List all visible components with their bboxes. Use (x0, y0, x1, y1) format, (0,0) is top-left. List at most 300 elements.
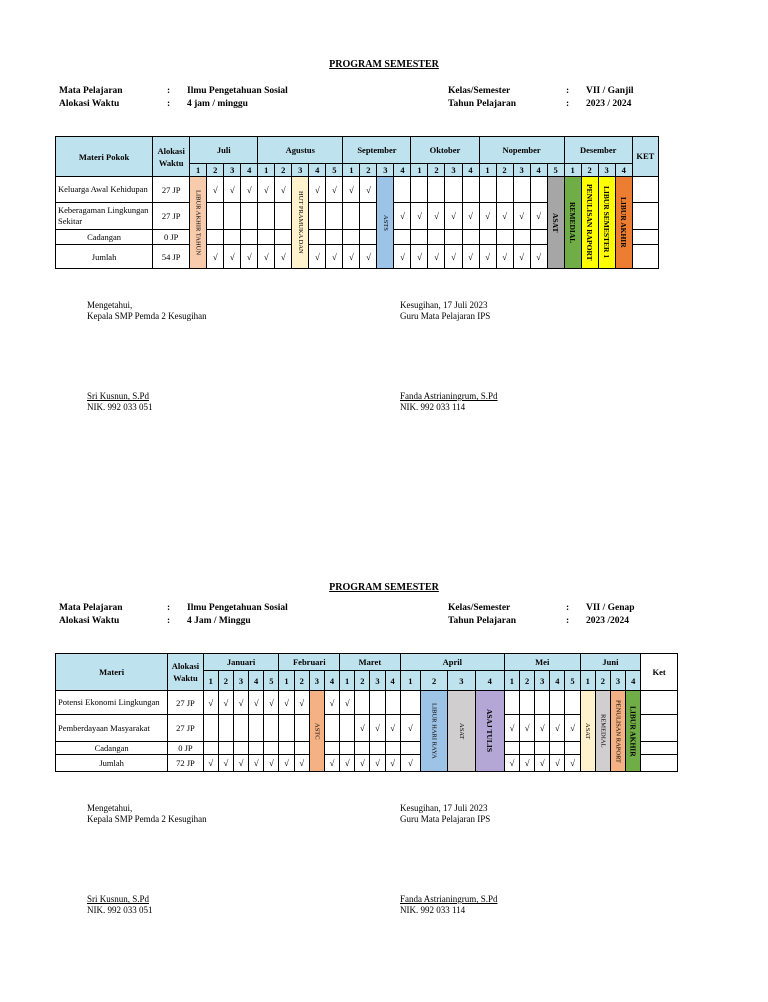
check-mark: √ (411, 245, 428, 269)
week-number: 4 (241, 164, 258, 177)
tahun-value: 2023 / 2024 (586, 99, 632, 109)
guru-nik: NIK. 992 033 114 (400, 905, 466, 915)
empty-cell (326, 203, 343, 230)
check-mark: √ (370, 755, 385, 772)
event-astc (309, 691, 324, 772)
event-asat (448, 691, 475, 772)
week-number: 3 (292, 164, 309, 177)
empty-cell (324, 742, 339, 755)
empty-cell (340, 715, 355, 742)
check-mark: √ (324, 691, 339, 715)
empty-cell (324, 715, 339, 742)
doc2-sign-right (400, 803, 490, 825)
event-label: REMEDIAL (568, 201, 578, 244)
doc1-sign-right-name (400, 391, 498, 413)
check-mark: √ (479, 245, 496, 269)
colon: : (167, 99, 171, 109)
check-mark: √ (203, 691, 218, 715)
empty-cell (479, 230, 496, 245)
event-label: PENULISAN RAPORT (585, 184, 595, 261)
event-asat (580, 691, 595, 772)
kepala-sekolah-nik: NIK. 992 033 051 (87, 905, 153, 915)
empty-cell (520, 742, 535, 755)
check-mark: √ (385, 715, 400, 742)
empty-cell (309, 230, 326, 245)
check-mark: √ (400, 755, 420, 772)
check-mark: √ (496, 203, 513, 230)
check-mark: √ (504, 715, 519, 742)
check-mark: √ (309, 245, 326, 269)
week-number: 5 (547, 164, 564, 177)
materi-cell: Pemberdayaan Masyarakat (56, 715, 168, 742)
week-number: 3 (535, 671, 550, 691)
week-number: 2 (595, 671, 610, 691)
doc1-sign-right (400, 300, 490, 322)
week-number: 1 (411, 164, 428, 177)
empty-cell (513, 177, 530, 203)
empty-cell (479, 177, 496, 203)
empty-cell (535, 691, 550, 715)
check-mark: √ (241, 177, 258, 203)
event-label: HUT PRAMUKA DAN (296, 191, 304, 254)
check-mark: √ (249, 691, 264, 715)
event-remedial (564, 177, 581, 269)
event-label: LIBUR AKHIR (619, 197, 629, 248)
event-label: LIBUR AKHIR TAHUN (194, 189, 202, 256)
empty-cell (258, 230, 275, 245)
empty-cell (264, 742, 279, 755)
header-materi: Materi Pokok (56, 137, 153, 177)
mapel-value: Ilmu Pengetahuan Sosial (187, 86, 288, 96)
check-mark: √ (504, 755, 519, 772)
check-mark: √ (370, 715, 385, 742)
check-mark: √ (275, 245, 292, 269)
alokasi-value: 4 jam / minggu (187, 99, 248, 109)
event-hut (292, 177, 309, 269)
check-mark: √ (258, 177, 275, 203)
check-mark: √ (224, 177, 241, 203)
mengetahui-text: Mengetahui, (87, 300, 133, 310)
empty-cell (294, 715, 309, 742)
check-mark: √ (400, 715, 420, 742)
check-mark: √ (203, 755, 218, 772)
check-mark: √ (207, 245, 224, 269)
event-remedial (595, 691, 610, 772)
empty-cell (445, 230, 462, 245)
colon: : (167, 616, 171, 626)
jp-cell: 0 JP (168, 742, 203, 755)
empty-cell (496, 230, 513, 245)
week-number: 3 (370, 671, 385, 691)
check-mark: √ (513, 203, 530, 230)
check-mark: √ (340, 691, 355, 715)
month-header: Agustus (258, 137, 343, 164)
week-number: 2 (207, 164, 224, 177)
event-label: LIBUR AKHIR (628, 705, 638, 757)
check-mark: √ (445, 203, 462, 230)
empty-cell (411, 230, 428, 245)
month-header: April (400, 654, 504, 671)
event-label: REMEDIAL (599, 714, 607, 748)
empty-cell (360, 230, 377, 245)
event-label: LIBUR HARI RAYA (430, 703, 438, 759)
mengetahui-text: Mengetahui, (87, 803, 133, 813)
empty-cell (632, 245, 658, 269)
empty-cell (203, 715, 218, 742)
check-mark: √ (394, 203, 411, 230)
check-mark: √ (355, 755, 370, 772)
week-number: 3 (224, 164, 241, 177)
check-mark: √ (462, 245, 479, 269)
guru-name: Fanda Astrianingrum, S.Pd (400, 894, 498, 904)
empty-cell (504, 742, 519, 755)
check-mark: √ (530, 203, 547, 230)
check-mark: √ (550, 715, 565, 742)
header-alokasi: Alokasi Waktu (153, 137, 190, 177)
event-libur-semester (598, 177, 615, 269)
jp-cell: 27 JP (168, 715, 203, 742)
mapel-value: Ilmu Pengetahuan Sosial (187, 603, 288, 613)
doc1-title: PROGRAM SEMESTER (329, 59, 439, 70)
empty-cell (233, 715, 248, 742)
empty-cell (513, 230, 530, 245)
check-mark: √ (224, 245, 241, 269)
check-mark: √ (530, 245, 547, 269)
month-header: Desember (564, 137, 632, 164)
kelas-value: VII / Ganjil (586, 86, 634, 96)
week-number: 4 (626, 671, 641, 691)
empty-cell (385, 691, 400, 715)
month-header: Oktober (411, 137, 479, 164)
empty-cell (411, 177, 428, 203)
event-asts (377, 177, 394, 269)
check-mark: √ (445, 245, 462, 269)
empty-cell (218, 742, 233, 755)
mapel-label: Mata Pelajaran (59, 86, 123, 96)
jp-cell: 0 JP (153, 230, 190, 245)
guru-title: Guru Mata Pelajaran IPS (400, 814, 491, 824)
empty-cell (279, 742, 294, 755)
check-mark: √ (326, 245, 343, 269)
empty-cell (241, 230, 258, 245)
week-number: 4 (550, 671, 565, 691)
empty-cell (360, 203, 377, 230)
materi-cell: Potensi Ekonomi Lingkungan (56, 691, 168, 715)
check-mark: √ (294, 691, 309, 715)
empty-cell (279, 715, 294, 742)
month-header: Januari (203, 654, 279, 671)
tahun-value: 2023 /2024 (586, 616, 630, 626)
week-number: 3 (309, 671, 324, 691)
event-label: ASTS (381, 214, 389, 231)
alokasi-label: Alokasi Waktu (59, 616, 120, 626)
mapel-label: Mata Pelajaran (59, 603, 123, 613)
empty-cell (565, 691, 580, 715)
empty-cell (504, 691, 519, 715)
empty-cell (400, 742, 420, 755)
check-mark: √ (309, 177, 326, 203)
check-mark: √ (340, 755, 355, 772)
check-mark: √ (218, 755, 233, 772)
materi-cell: Keluarga Awal Kehidupan (56, 177, 153, 203)
week-number: 1 (343, 164, 360, 177)
jp-cell: 54 JP (153, 245, 190, 269)
colon: : (566, 86, 570, 96)
event-libur-akhir (626, 691, 641, 772)
check-mark: √ (428, 245, 445, 269)
header-materi: Materi (56, 654, 168, 691)
check-mark: √ (258, 245, 275, 269)
empty-cell (550, 742, 565, 755)
month-header: Februari (279, 654, 340, 671)
colon: : (167, 86, 171, 96)
event-libur-akhir (615, 177, 632, 269)
check-mark: √ (355, 715, 370, 742)
header-alokasi: Alokasi Waktu (168, 654, 203, 691)
guru-title: Guru Mata Pelajaran IPS (400, 311, 491, 321)
event-label: ASAJ TULIS (485, 709, 495, 753)
jp-cell: 27 JP (153, 177, 190, 203)
week-number: 2 (581, 164, 598, 177)
week-number: 1 (479, 164, 496, 177)
kelas-value: VII / Genap (586, 603, 635, 613)
week-number: 4 (324, 671, 339, 691)
doc1-sign-left-name (87, 391, 153, 413)
check-mark: √ (264, 691, 279, 715)
month-header: Maret (340, 654, 401, 671)
kepala-sekolah-title: Kepala SMP Pemda 2 Kesugihan (87, 311, 207, 321)
month-header: Nopember (479, 137, 564, 164)
jp-cell: 27 JP (168, 691, 203, 715)
week-number: 1 (580, 671, 595, 691)
empty-cell (241, 203, 258, 230)
check-mark: √ (343, 245, 360, 269)
event-libur-hari-raya (420, 691, 447, 772)
check-mark: √ (411, 203, 428, 230)
colon: : (167, 603, 171, 613)
empty-cell (207, 230, 224, 245)
week-number: 4 (530, 164, 547, 177)
tahun-label: Tahun Pelajaran (448, 616, 517, 626)
check-mark: √ (279, 755, 294, 772)
empty-cell (264, 715, 279, 742)
check-mark: √ (294, 755, 309, 772)
empty-cell (565, 742, 580, 755)
week-number: 4 (462, 164, 479, 177)
kepala-sekolah-nik: NIK. 992 033 051 (87, 402, 153, 412)
kepala-sekolah-name: Sri Kusnun, S.Pd (87, 391, 150, 401)
check-mark: √ (394, 245, 411, 269)
event-label: LIBUR SEMESTER 1 (602, 186, 612, 259)
week-number: 4 (385, 671, 400, 691)
empty-cell (428, 230, 445, 245)
empty-cell (224, 230, 241, 245)
check-mark: √ (360, 245, 377, 269)
week-number: 2 (420, 671, 447, 691)
month-header: September (343, 137, 411, 164)
check-mark: √ (520, 755, 535, 772)
event-penulisan (610, 691, 625, 772)
colon: : (566, 603, 570, 613)
empty-cell (224, 203, 241, 230)
month-header: Juni (580, 654, 641, 671)
check-mark: √ (385, 755, 400, 772)
doc2-sign-right-name (400, 894, 498, 916)
event-label: ASTC (313, 722, 321, 740)
empty-cell (258, 203, 275, 230)
check-mark: √ (535, 755, 550, 772)
kepala-sekolah-title: Kepala SMP Pemda 2 Kesugihan (87, 814, 207, 824)
check-mark: √ (279, 691, 294, 715)
event-asaj-tulis (475, 691, 504, 772)
check-mark: √ (565, 755, 580, 772)
guru-name: Fanda Astrianingrum, S.Pd (400, 391, 498, 401)
empty-cell (462, 230, 479, 245)
empty-cell (530, 177, 547, 203)
empty-cell (249, 742, 264, 755)
empty-cell (632, 177, 658, 203)
check-mark: √ (479, 203, 496, 230)
empty-cell (394, 230, 411, 245)
kelas-label: Kelas/Semester (448, 603, 511, 613)
doc1-sign-left (87, 300, 207, 322)
week-number: 1 (279, 671, 294, 691)
empty-cell (530, 230, 547, 245)
empty-cell (385, 742, 400, 755)
materi-cell: Jumlah (56, 755, 168, 772)
week-number: 1 (190, 164, 207, 177)
week-number: 5 (264, 671, 279, 691)
check-mark: √ (249, 755, 264, 772)
week-number: 3 (233, 671, 248, 691)
materi-cell: Jumlah (56, 245, 153, 269)
week-number: 4 (309, 164, 326, 177)
kelas-label: Kelas/Semester (448, 86, 511, 96)
jp-cell: 72 JP (168, 755, 203, 772)
check-mark: √ (264, 755, 279, 772)
check-mark: √ (496, 245, 513, 269)
week-number: 4 (249, 671, 264, 691)
week-number: 1 (258, 164, 275, 177)
week-number: 3 (448, 671, 475, 691)
week-number: 1 (203, 671, 218, 691)
check-mark: √ (324, 755, 339, 772)
empty-cell (326, 230, 343, 245)
check-mark: √ (207, 177, 224, 203)
event-libur-akhir-tahun (190, 177, 207, 269)
empty-cell (520, 691, 535, 715)
event-label: PENULISAN RAPORT (614, 699, 622, 763)
alokasi-value: 4 Jam / Minggu (187, 616, 251, 626)
program-semester-table-genap (55, 653, 678, 772)
week-number: 5 (326, 164, 343, 177)
week-number: 1 (400, 671, 420, 691)
event-asat (547, 177, 564, 269)
place-date: Kesugihan, 17 Juli 2023 (400, 300, 488, 310)
place-date: Kesugihan, 17 Juli 2023 (400, 803, 488, 813)
week-number: 2 (294, 671, 309, 691)
week-number: 3 (377, 164, 394, 177)
empty-cell (445, 177, 462, 203)
empty-cell (632, 203, 658, 230)
empty-cell (641, 755, 678, 772)
event-penulisan (581, 177, 598, 269)
empty-cell (343, 203, 360, 230)
check-mark: √ (360, 177, 377, 203)
week-number: 2 (428, 164, 445, 177)
check-mark: √ (565, 715, 580, 742)
empty-cell (428, 177, 445, 203)
week-number: 1 (564, 164, 581, 177)
tahun-label: Tahun Pelajaran (448, 99, 517, 109)
alokasi-label: Alokasi Waktu (59, 99, 120, 109)
empty-cell (355, 691, 370, 715)
check-mark: √ (241, 245, 258, 269)
month-header: Mei (504, 654, 580, 671)
doc2-title: PROGRAM SEMESTER (329, 582, 439, 593)
week-number: 2 (355, 671, 370, 691)
empty-cell (462, 177, 479, 203)
week-number: 2 (520, 671, 535, 691)
colon: : (566, 99, 570, 109)
check-mark: √ (428, 203, 445, 230)
check-mark: √ (233, 755, 248, 772)
month-header: Juli (190, 137, 258, 164)
empty-cell (309, 203, 326, 230)
empty-cell (632, 230, 658, 245)
header-ket: KET (632, 137, 658, 177)
empty-cell (400, 691, 420, 715)
materi-cell: Keberagaman Lingkungan Sekitar (56, 203, 153, 230)
event-label: ASAT (457, 722, 465, 740)
empty-cell (207, 203, 224, 230)
doc2-sign-left (87, 803, 207, 825)
empty-cell (233, 742, 248, 755)
empty-cell (641, 691, 678, 715)
event-label: ASAT (584, 722, 592, 740)
guru-nik: NIK. 992 033 114 (400, 402, 466, 412)
doc2-sign-left-name (87, 894, 153, 916)
materi-cell: Cadangan (56, 742, 168, 755)
check-mark: √ (275, 177, 292, 203)
week-number: 2 (360, 164, 377, 177)
empty-cell (294, 742, 309, 755)
check-mark: √ (462, 203, 479, 230)
check-mark: √ (535, 715, 550, 742)
week-number: 3 (598, 164, 615, 177)
check-mark: √ (550, 755, 565, 772)
kepala-sekolah-name: Sri Kusnun, S.Pd (87, 894, 150, 904)
empty-cell (343, 230, 360, 245)
jp-cell: 27 JP (153, 203, 190, 230)
check-mark: √ (513, 245, 530, 269)
check-mark: √ (343, 177, 360, 203)
empty-cell (249, 715, 264, 742)
empty-cell (394, 177, 411, 203)
check-mark: √ (233, 691, 248, 715)
empty-cell (355, 742, 370, 755)
week-number: 1 (504, 671, 519, 691)
week-number: 3 (513, 164, 530, 177)
week-number: 3 (445, 164, 462, 177)
header-ket: Ket (641, 654, 678, 691)
check-mark: √ (520, 715, 535, 742)
week-number: 3 (610, 671, 625, 691)
empty-cell (370, 691, 385, 715)
check-mark: √ (218, 691, 233, 715)
colon: : (566, 616, 570, 626)
week-number: 2 (218, 671, 233, 691)
